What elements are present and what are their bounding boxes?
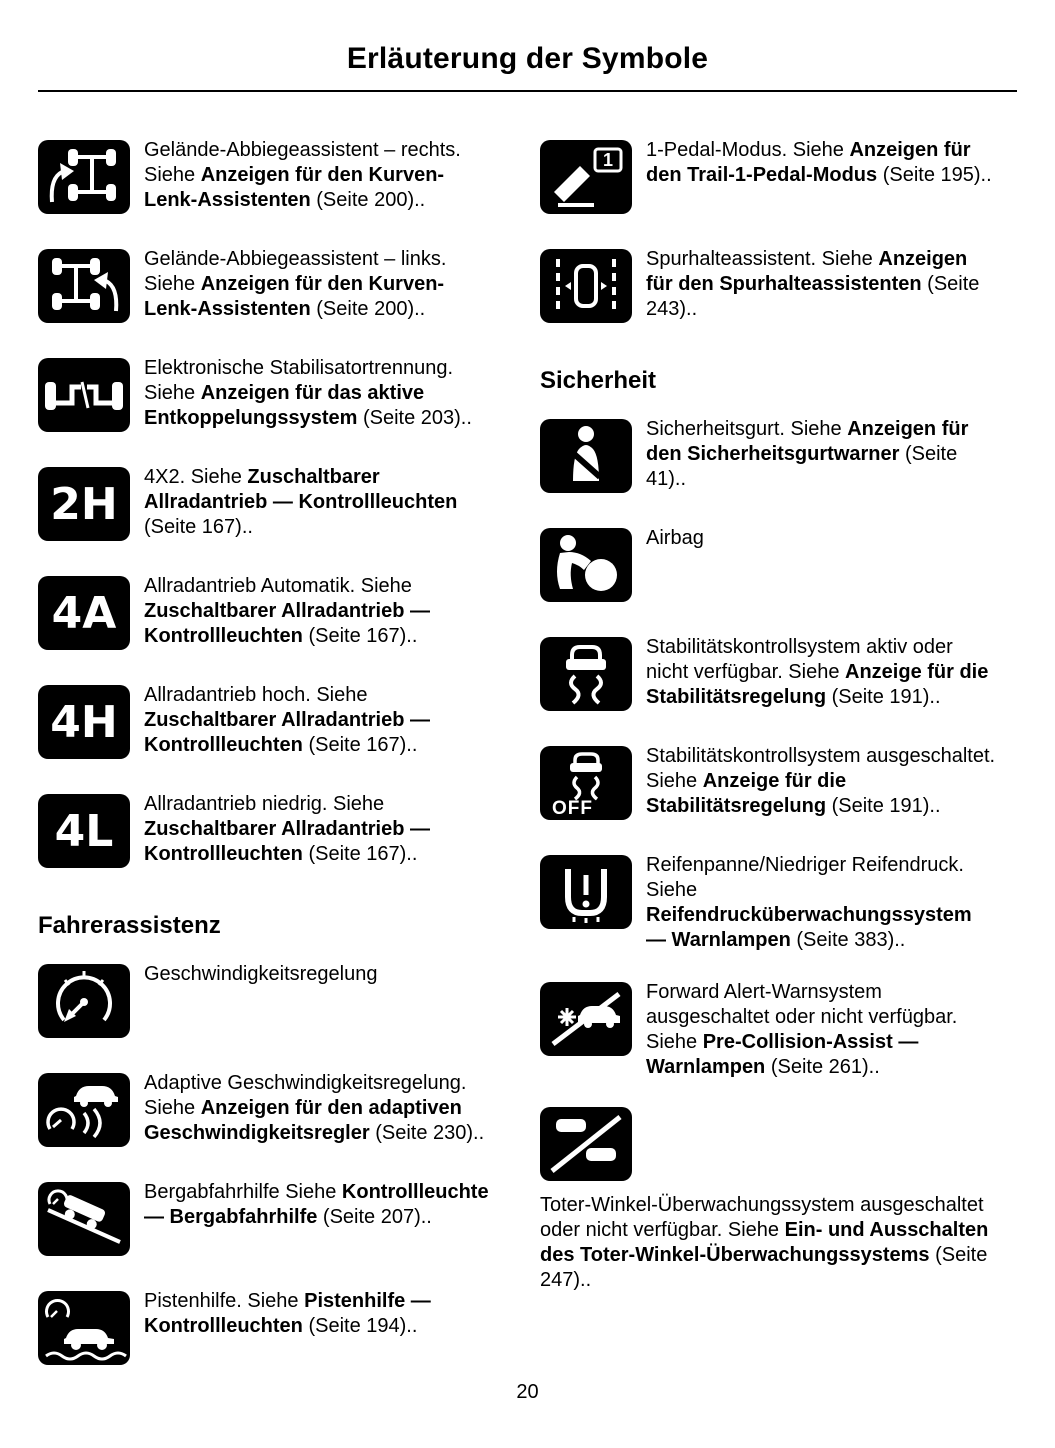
entry-lane-keeping <box>540 247 996 329</box>
entry-4l <box>38 792 494 874</box>
page-number: 20 <box>516 1381 539 1403</box>
icon-letters: 2H <box>50 478 118 530</box>
offroad-turn-left-icon <box>38 249 130 323</box>
entry-text: Allradantrieb Automatik. Siehe Zuschaltbarer Allradantrieb — Kontrollleuchten (Seite 167).. <box>144 575 430 647</box>
cruise-control-icon <box>38 964 130 1038</box>
entry-one-pedal-mode <box>540 138 996 220</box>
entry-text: Gelände-Abbiegeassistent – links. Siehe Anzeigen für den Kurven-Lenk-Assistenten (Seite 200).. <box>144 248 447 320</box>
entry-text: Reifenpanne/Niedriger Reifendruck. Siehe Reifendrucküberwachungssystem — Warnlampen (Seite 383).. <box>646 854 972 951</box>
tire-pressure-warning-icon <box>540 855 632 929</box>
icon-letters: 4H <box>50 696 118 748</box>
entry-adaptive-cruise <box>38 1071 494 1153</box>
entry-text: Toter-Winkel-Überwachungssystem ausgeschaltet oder nicht verfügbar. Siehe Ein- und Ausschalten des Toter-Winkel-Überwachungssystems (Seite 247).. <box>540 1194 989 1291</box>
entry-4a <box>38 574 494 656</box>
page-title: Erläuterung der Symbole <box>346 42 709 75</box>
entry-trail-control <box>38 1289 494 1371</box>
forward-alert-off-icon <box>540 982 632 1056</box>
entry-stability-control <box>540 635 996 717</box>
right-column <box>540 138 996 1398</box>
entry-text: Bergabfahrhilfe Siehe Kontrollleuchte — Bergabfahrhilfe (Seite 207).. <box>144 1181 489 1228</box>
entry-cruise-control <box>38 962 494 1044</box>
stability-control-icon <box>540 637 632 711</box>
icon-letters: 4L <box>54 805 114 857</box>
entry-text: Stabilitätskontrollsystem ausgeschaltet. Siehe Anzeige für die Stabilitätsregelung (Seite 191).. <box>646 745 996 817</box>
lane-keeping-icon <box>540 249 632 323</box>
entry-text: Sicherheitsgurt. Siehe Anzeigen für den Sicherheitsgurtwarner (Seite 41).. <box>646 418 969 490</box>
trail-control-icon <box>38 1291 130 1365</box>
entry-text: Allradantrieb hoch. Siehe Zuschaltbarer Allradantrieb — Kontrollleuchten (Seite 167).. <box>144 684 430 756</box>
entry-offroad-turn-right <box>38 138 494 220</box>
entry-text: Pistenhilfe. Siehe Pistenhilfe — Kontrollleuchten (Seite 194).. <box>144 1290 431 1337</box>
seatbelt-icon <box>540 419 632 493</box>
title-rule <box>38 90 1017 92</box>
entry-forward-alert-off <box>540 980 996 1080</box>
one-pedal-mode-icon <box>540 140 632 214</box>
entry-hill-descent <box>38 1180 494 1262</box>
entry-text: Airbag <box>646 527 704 549</box>
entry-text: 4X2. Siehe Zuschaltbarer Allradantrieb — Kontrollleuchten (Seite 167).. <box>144 466 458 538</box>
entry-4h <box>38 683 494 765</box>
hill-descent-control-icon <box>38 1182 130 1256</box>
section-heading-sicherheit: Sicherheit <box>540 367 657 394</box>
entry-blind-spot-off <box>540 1107 996 1293</box>
entry-seatbelt <box>540 417 996 499</box>
four-wheel-drive-4a-icon <box>38 576 130 650</box>
entry-text: Geschwindigkeitsregelung <box>144 963 378 985</box>
four-wheel-drive-4l-icon <box>38 794 130 868</box>
entry-text: 1-Pedal-Modus. Siehe Anzeigen für den Trail-1-Pedal-Modus (Seite 195).. <box>646 139 992 186</box>
content-columns <box>38 138 1017 1398</box>
entry-text: Allradantrieb niedrig. Siehe Zuschaltbarer Allradantrieb — Kontrollleuchten (Seite 167).. <box>144 793 430 865</box>
entry-text: Stabilitätskontrollsystem aktiv oder nicht verfügbar. Siehe Anzeige für die Stabilitätsregelung (Seite 191).. <box>646 636 989 708</box>
blind-spot-off-icon <box>540 1107 632 1181</box>
entry-text: Gelände-Abbiegeassistent – rechts. Siehe Anzeigen für den Kurven-Lenk-Assistenten (Seite 200).. <box>144 139 461 211</box>
four-wheel-drive-4h-icon <box>38 685 130 759</box>
entry-text: Adaptive Geschwindigkeitsregelung. Siehe Anzeigen für den adaptiven Geschwindigkeitsregler (Seite 230).. <box>144 1072 485 1144</box>
four-wheel-drive-2h-icon <box>38 467 130 541</box>
airbag-icon <box>540 528 632 602</box>
entry-offroad-turn-left <box>38 247 494 329</box>
entry-stability-control-off <box>540 744 996 826</box>
entry-tire-pressure <box>540 853 996 953</box>
adaptive-cruise-control-icon <box>38 1073 130 1147</box>
entry-2h <box>38 465 494 547</box>
entry-text: Spurhalteassistent. Siehe Anzeigen für den Spurhalteassistenten (Seite 243).. <box>646 248 980 320</box>
section-heading-fahrerassistenz: Fahrerassistenz <box>38 912 221 939</box>
stability-control-off-icon <box>540 746 632 820</box>
icon-letters: 4A <box>51 587 117 639</box>
entry-stabilizer-disconnect <box>38 356 494 438</box>
entry-text: Elektronische Stabilisatortrennung. Siehe Anzeigen für das aktive Entkoppelungssystem (Seite 203).. <box>144 357 472 429</box>
stabilizer-disconnect-icon <box>38 358 130 432</box>
offroad-turn-right-icon <box>38 140 130 214</box>
one-pedal-number: 1 <box>602 150 614 170</box>
off-label: OFF <box>552 798 593 819</box>
left-column <box>38 138 494 1398</box>
entry-text: Forward Alert-Warnsystem ausgeschaltet oder nicht verfügbar. Siehe Pre-Collision-Assist — Warnlampen (Seite 261).. <box>646 981 958 1078</box>
entry-airbag <box>540 526 996 608</box>
